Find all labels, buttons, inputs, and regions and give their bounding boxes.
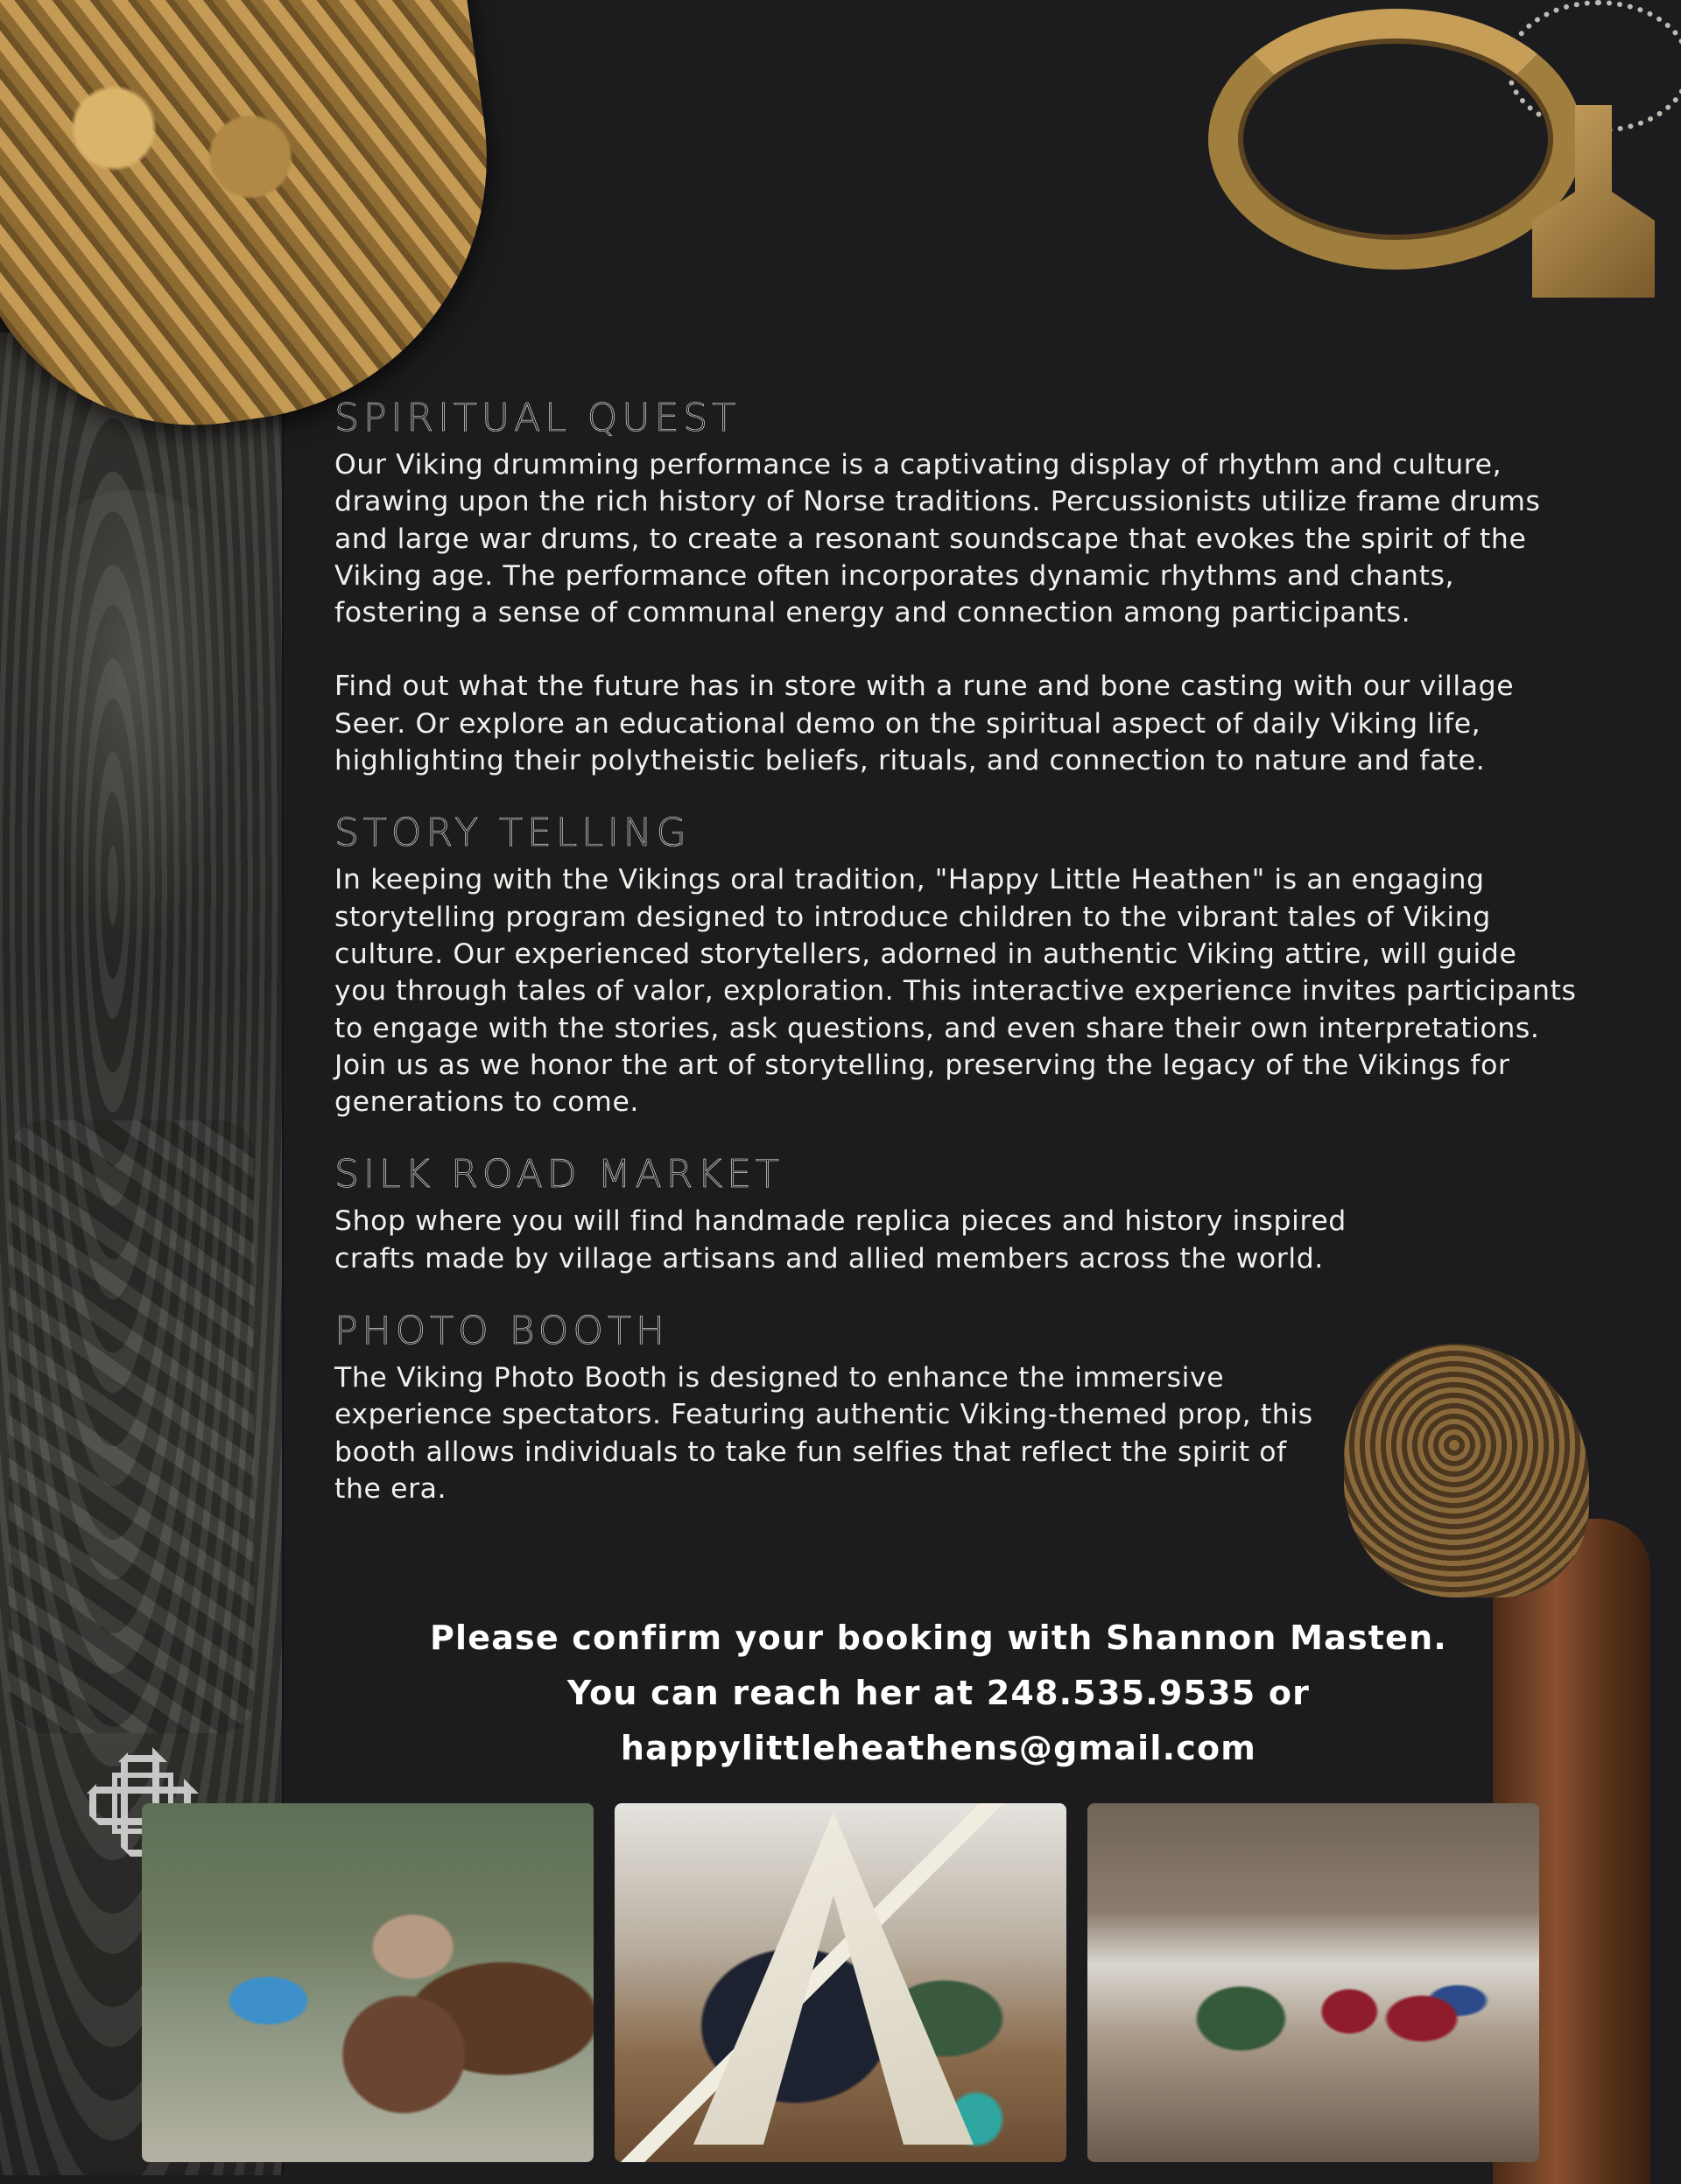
section-title: SPIRITUAL QUEST (334, 396, 741, 440)
section-paragraph: In keeping with the Vikings oral tradition, "Happy Little Heathen" is an engaging storytelling program designed to introduce children to the vibrant tales of Viking culture. Our experienced storytellers, adorned in authentic Viking attire, will guide you through tales of valor, exploration. This interactive experience invites participants to engage with the stories, ask questions, and even share their own interpretations. Join us as we honor the art of storytelling, preserving the legacy of the Vikings for generations to come. (334, 864, 1577, 1119)
brooch-and-hammer-pendant-image (1191, 0, 1681, 324)
section-paragraph: The Viking Photo Booth is designed to enhance the immersive experience spectators. Featuring authentic Viking-themed prop, this booth allows individuals to take fun selfies that reflect the spirit of the era. (334, 1362, 1313, 1505)
section-body (334, 861, 1578, 1120)
section-body (334, 446, 1578, 779)
booking-contact (334, 1611, 1543, 1776)
section-silk-road-market (334, 1150, 1578, 1277)
phone-line[interactable]: You can reach her at 248.535.9535 or (566, 1674, 1311, 1712)
section-paragraph: Shop where you will find handmade replica pieces and history inspired crafts made by village artisans and allied members across the world. (334, 1205, 1347, 1275)
brooch-ring (1208, 9, 1583, 270)
services-content (334, 394, 1578, 1537)
email-link[interactable]: happylittleheathens@gmail.com (620, 1729, 1257, 1767)
section-title: SILK ROAD MARKET (334, 1152, 784, 1197)
section-title: STORY TELLING (334, 811, 691, 856)
section-photo-booth (334, 1307, 1578, 1507)
photo-viking-tent (615, 1803, 1066, 2162)
booking-line: Please confirm your booking with Shannon Masten. (429, 1619, 1448, 1657)
section-title: PHOTO BOOTH (334, 1309, 670, 1354)
section-body (334, 1203, 1420, 1277)
section-paragraph: Our Viking drumming performance is a captivating display of rhythm and culture, drawing upon the rich history of Norse traditions. Percussionists utilize frame drums and large war drums, to create a resonant soundscape that evokes the spirit of the Viking age. The performance often incorporates dynamic rhythms and chants, fostering a sense of communal energy and connection among participants. (334, 449, 1541, 629)
viking-helmet-image (0, 0, 521, 454)
section-paragraph: Find out what the future has in store with a rune and bone casting with our village Seer. Or explore an educational demo on the spiritual aspect of daily Viking life, highlighting their polytheistic beliefs, rituals, and connection to nature and fate. (334, 671, 1515, 777)
photo-spinning-wheel (142, 1803, 594, 2162)
photo-viking-village (1087, 1803, 1539, 2162)
section-spiritual-quest (334, 394, 1578, 779)
section-story-telling (334, 809, 1578, 1120)
section-body (334, 1359, 1333, 1507)
